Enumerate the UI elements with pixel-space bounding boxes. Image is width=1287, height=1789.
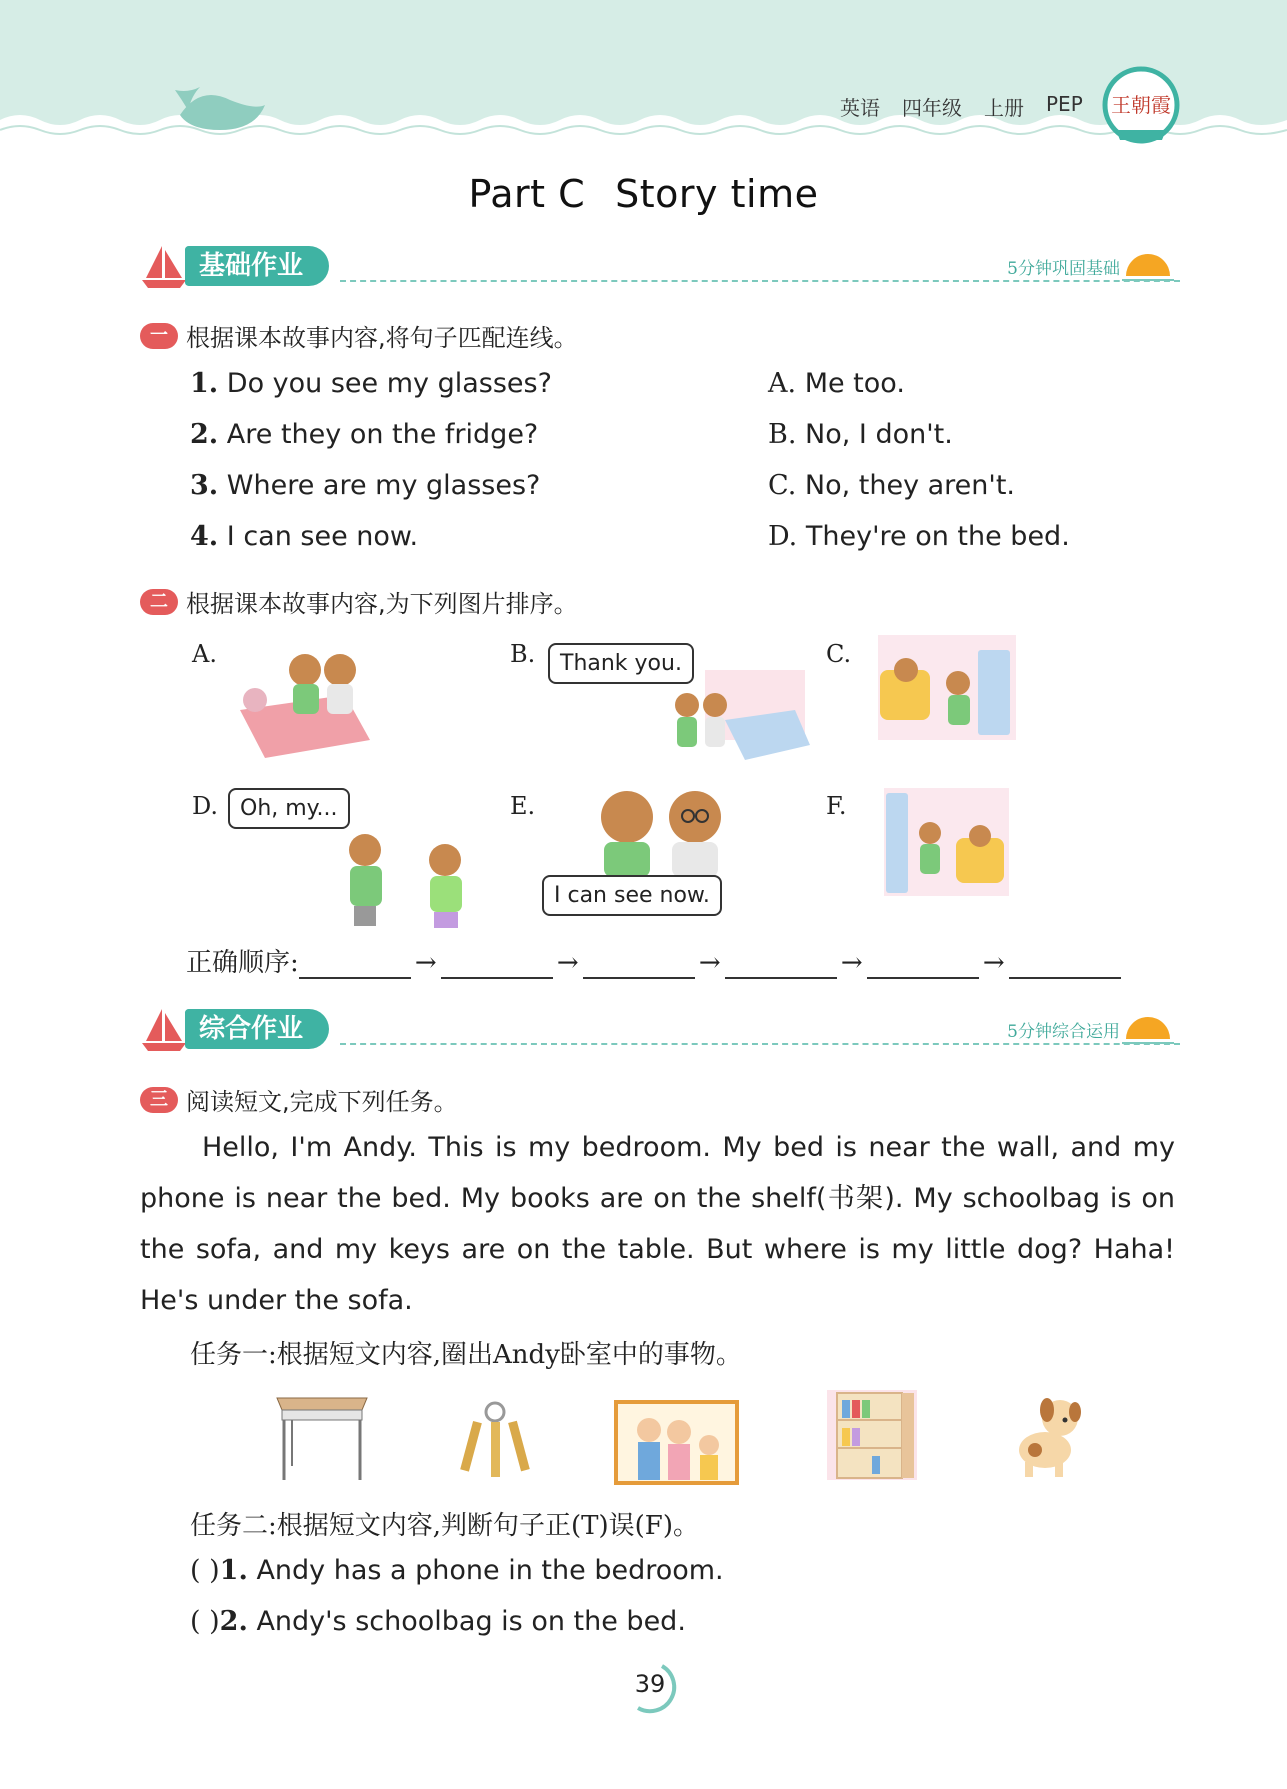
q2-number: 二	[140, 589, 178, 615]
sun-icon	[1120, 246, 1176, 286]
divider	[340, 280, 1180, 282]
section-comprehensive-subtitle: 5分钟综合运用	[1007, 1022, 1120, 1042]
picture-b-label: B.	[510, 640, 536, 668]
q1-left-2: 2. Are they on the fridge?	[190, 419, 539, 450]
q1-left-3: 3. Where are my glasses?	[190, 470, 541, 501]
q2-heading	[140, 584, 578, 619]
picture-b-bears-bed	[665, 660, 810, 770]
section-basic-subtitle: 5分钟巩固基础	[1007, 259, 1120, 279]
title-part: Part C	[468, 172, 586, 216]
section-basic-bar	[140, 242, 1180, 292]
edition-label: PEP	[1046, 92, 1083, 116]
answer-paren-2[interactable]: ( )	[190, 1606, 220, 1637]
grade-label: 四年级	[902, 96, 962, 120]
badge-text: 王朝霞	[1111, 93, 1171, 117]
q1-right-c: C. No, they aren't.	[768, 470, 1015, 501]
order-label: 正确顺序:	[186, 948, 299, 978]
subject-label: 英语	[840, 96, 880, 120]
sun-icon	[1120, 1009, 1176, 1049]
q3-passage: Hello, I'm Andy. This is my bedroom. My bed is near the wall, and my phone is near the bed. My books are on the shelf(书架). My schoolbag is on the sofa, and my keys are on the table. But where is my little dog? Haha! He's under the sofa.	[140, 1132, 1175, 1316]
keys-icon[interactable]	[455, 1400, 535, 1490]
order-blank-3[interactable]	[583, 953, 695, 979]
picture-f-label: F.	[826, 792, 847, 820]
q2-instruction: 根据课本故事内容,为下列图片排序。	[186, 590, 578, 618]
whale-icon	[170, 75, 270, 135]
picture-e-bubble: I can see now.	[542, 875, 722, 916]
picture-c-label: C.	[826, 640, 852, 668]
task1-text: 任务一:根据短文内容,圈出Andy卧室中的事物。	[190, 1340, 742, 1370]
picture-e-bears-glasses	[592, 782, 732, 877]
q1-left-1: 1. Do you see my glasses?	[190, 368, 552, 399]
q1-right-b: B. No, I don't.	[768, 419, 953, 450]
sailboat-icon	[140, 242, 188, 290]
statement-2: ( )2. Andy's schoolbag is on the bed.	[190, 1606, 686, 1637]
task2-text: 任务二:根据短文内容,判断句子正(T)误(F)。	[190, 1511, 699, 1541]
title-name: Story time	[615, 172, 819, 216]
q1-right-a: A. Me too.	[768, 368, 905, 399]
divider	[340, 1043, 1180, 1045]
q1-number: 一	[140, 323, 178, 349]
page-title	[0, 172, 1287, 216]
order-line: 正确顺序: → → → → →	[186, 942, 1121, 979]
family-photo-icon[interactable]	[614, 1400, 739, 1485]
picture-d-bubble: Oh, my...	[228, 788, 350, 829]
volume-label: 上册	[984, 96, 1024, 120]
order-blank-6[interactable]	[1009, 953, 1121, 979]
dog-icon[interactable]	[1005, 1390, 1090, 1480]
picture-f-bears-sofa	[884, 788, 1009, 896]
picture-d-label: D.	[192, 792, 219, 820]
bookshelf-icon[interactable]	[822, 1388, 922, 1483]
section-comprehensive-label: 综合作业	[185, 1009, 329, 1049]
header-meta	[840, 92, 1083, 121]
q3-number: 三	[140, 1087, 178, 1113]
page-number: 39	[620, 1670, 680, 1698]
q1-right-d: D. They're on the bed.	[768, 521, 1070, 552]
picture-d-bears-searching	[330, 820, 500, 935]
answer-paren-1[interactable]: ( )	[190, 1555, 220, 1586]
badge-seal-icon	[1098, 60, 1184, 146]
statement-1: ( )1. Andy has a phone in the bedroom.	[190, 1555, 724, 1586]
picture-c-bears-fridge	[878, 635, 1016, 740]
section-basic-label: 基础作业	[185, 246, 329, 286]
q3-instruction: 阅读短文,完成下列任务。	[186, 1088, 458, 1116]
picture-a-label: A.	[192, 640, 217, 668]
q1-instruction: 根据课本故事内容,将句子匹配连线。	[186, 324, 578, 352]
order-blank-5[interactable]	[867, 953, 979, 979]
order-blank-2[interactable]	[441, 953, 553, 979]
picture-e-label: E.	[510, 792, 536, 820]
sailboat-icon	[140, 1005, 188, 1053]
table-icon[interactable]	[272, 1388, 372, 1483]
brand-badge	[1098, 60, 1184, 146]
q1-left-4: 4. I can see now.	[190, 521, 419, 552]
order-blank-1[interactable]	[299, 953, 411, 979]
q3-heading	[140, 1082, 458, 1117]
section-comprehensive-bar	[140, 1005, 1180, 1055]
picture-b-bubble: Thank you.	[548, 643, 694, 684]
picture-a-bears-picnic	[235, 640, 375, 760]
order-blank-4[interactable]	[725, 953, 837, 979]
q1-heading	[140, 318, 578, 353]
